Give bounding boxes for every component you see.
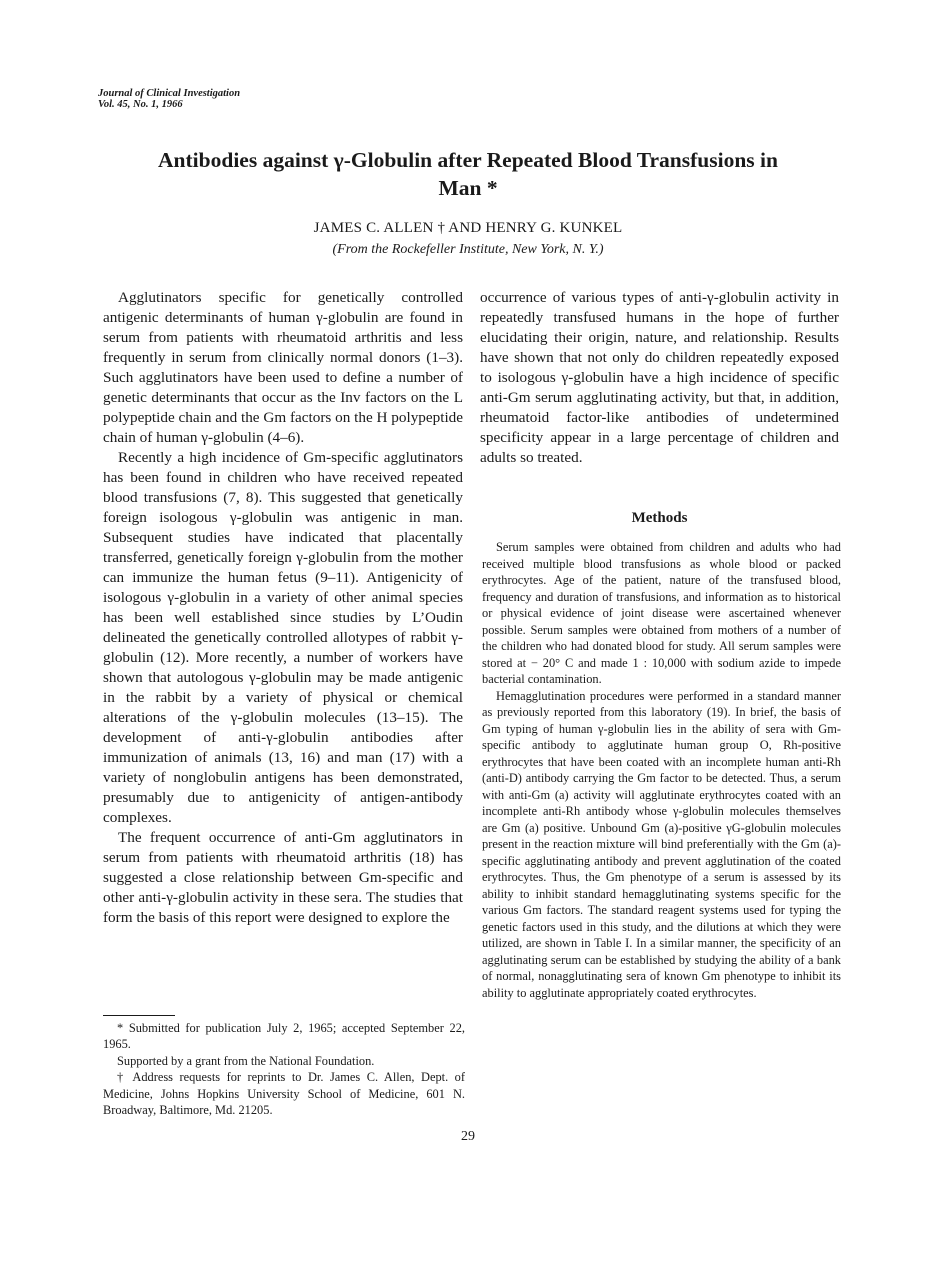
journal-name: Journal of Clinical Investigation [98, 88, 241, 99]
journal-volume: Vol. 45, No. 1, 1966 [98, 99, 183, 110]
body-paragraph: The frequent occurrence of anti-Gm agglutinators in serum from patients with rheumatoid arthritis (18) has suggested a close relationship between Gm-specific and other anti-γ-globulin activity in these sera. The studies that form the basis of this report were designed to explore the [103, 829, 463, 926]
journal-header [98, 88, 240, 110]
article-affiliation: (From the Rockefeller Institute, New York, N. Y.) [332, 242, 604, 257]
article-title: Antibodies against γ-Globulin after Repeated Blood Transfusions in Man * [158, 148, 778, 200]
body-paragraph: Agglutinators specific for genetically controlled antigenic determinants of human γ-globulin are found in serum from patients with rheumatoid arthritis and less frequently in serum from clinically normal donors (1–3). Such agglutinators have been used to define a number of genetic determinants that occur as the Inv factors on the L polypeptide chain and the Gm factors on the H polypeptide chain of human γ-globulin (4–6). [103, 289, 463, 446]
page-number: 29 [461, 1129, 475, 1144]
methods-paragraph: Serum samples were obtained from children and adults who had received multiple blood transfusions as whole blood or packed erythrocytes. Age of the patient, nature of the transfused blood, frequency and duration of transfusions, and information as to historical or physical evidence of joint disease were ascertained whenever possible. Serum samples were obtained from mothers of a number of the children who had donated blood for study. All serum samples were stored at − 20° C and made 1 : 10,000 with sodium azide to impede bacterial contamination. [482, 540, 841, 686]
footnote-address: † Address requests for reprints to Dr. James C. Allen, Dept. of Medicine, Johns Hopkins University School of Medicine, 601 N. Broadway, Baltimore, Md. 21205. [103, 1070, 465, 1118]
body-paragraph: occurrence of various types of anti-γ-globulin activity in repeatedly transfused humans in the hope of further elucidating their origin, nature, and relationship. Results have shown that not only do children repeatedly exposed to isologous γ-globulin have a high incidence of specific anti-Gm serum agglutinating activity, but that, in addition, rheumatoid factor-like antibodies of undetermined specificity appear in a large percentage of children and adults so treated. [480, 289, 839, 466]
footnotes [103, 1020, 465, 1118]
article-authors: JAMES C. ALLEN † AND HENRY G. KUNKEL [313, 220, 623, 236]
footnote-support: Supported by a grant from the National Foundation. [117, 1053, 375, 1068]
methods-paragraph: Hemagglutination procedures were performed in a standard manner as previously reported from this laboratory (19). In brief, the basis of Gm typing of human γ-globulin lies in the ability of sera with Gm-specific antibody to agglutinate human group O, Rh-positive erythrocytes that have been coated with an incomplete human anti-Rh (anti-D) antibody carrying the Gm factor to be detected. Thus, a serum with anti-Gm (a) activity will agglutinate erythrocytes coated with an incomplete anti-Rh antibody whose γ-globulin molecules themselves are Gm (a) positive. Unbound Gm (a)-positive γG-globulin molecules present in the reaction mixture will bind preferentially with the Gm (a)-specific agglutinating antibody and prevent agglutination of the coated erythrocytes. Thus, the Gm phenotype of a serum is assessed by its ability to inhibit standard hemagglutinating systems specific for the various Gm factors. The standard reagent systems used for typing the genetic factors used in this study, and the dilutions at which they were utilized, are shown in Table I. In a similar manner, the specificity of an agglutinating serum can be established by studying the ability of a bank of normal, nonagglutinating sera of known Gm phenotype to inhibit its ability to agglutinate appropriately coated erythrocytes. [482, 688, 841, 1000]
methods-section [482, 539, 841, 1001]
left-column [103, 288, 463, 928]
methods-heading: Methods [631, 510, 688, 526]
right-column [480, 288, 839, 468]
footnote-submitted: * Submitted for publication July 2, 1965; accepted September 22, 1965. [103, 1021, 465, 1052]
footnote-rule [103, 1015, 175, 1016]
body-paragraph: Recently a high incidence of Gm-specific agglutinators has been found in children who have received repeated blood transfusions (7, 8). This suggested that genetically foreign isologous γ-globulin was antigenic in man. Subsequent studies have indicated that placentally transferred, genetically foreign γ-globulin from the mother can immunize the human fetus (9–11). Antigenicity of isologous γ-globulin in a variety of other animal species has been well established since studies by L’Oudin delineated the genetically controlled allotypes of rabbit γ-globulin (12). More recently, a number of workers have shown that autologous γ-globulin may be made antigenic in the rabbit by a variety of physical or chemical alterations of the γ-globulin molecules (13–15). The development of anti-γ-globulin antibodies after immunization of animals (13, 16) and man (17) with a variety of nonglobulin antigens has been demonstrated, presumably due to antigenicity of antigen-antibody complexes. [103, 449, 463, 826]
